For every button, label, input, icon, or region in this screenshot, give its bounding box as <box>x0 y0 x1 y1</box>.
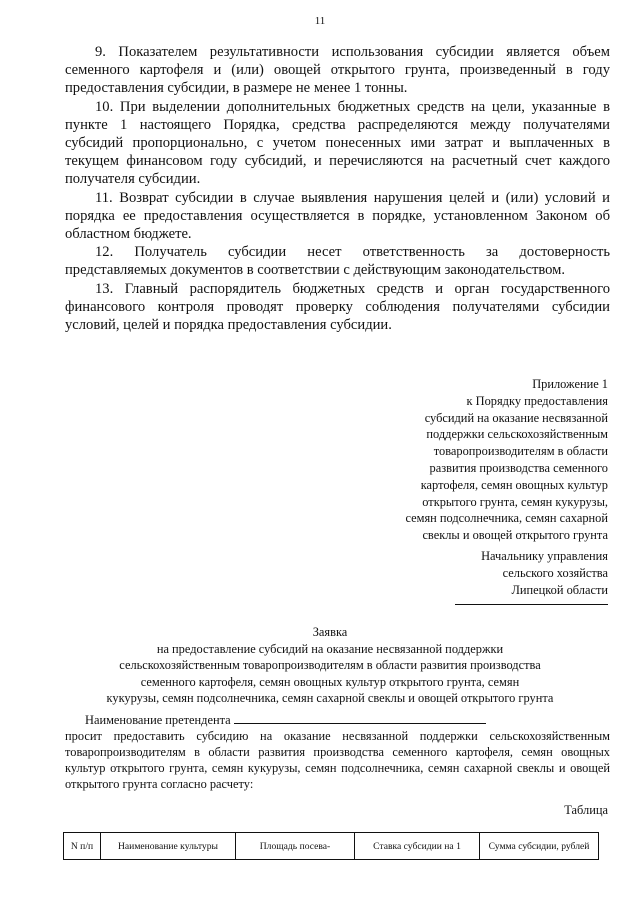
appendix-heading <box>348 376 608 544</box>
paragraph-9: 9. Показателем результативности использования субсидии является объем семенного картофеля и (или) овощей открытого грунта, произведенный в году предоставления субсидии, в размере не менее 1 тонны. <box>65 44 610 97</box>
appendix-line: поддержки сельскохозяйственным <box>426 427 608 442</box>
applicant-name-field[interactable] <box>234 712 486 724</box>
application-subtitle-line: семенного картофеля, семян овощных культур открытого грунта, семян <box>140 674 520 689</box>
appendix-line: товаропроизводителям в области <box>433 444 608 459</box>
paragraph-10: 10. При выделении дополнительных бюджетных средств на цели, указанные в пункте 1 настоящего Порядка, средства распределяются между получателями субсидий пропорционально, с учетом понесенных ими затрат и выплаченных в текущем финансовом году субсидий, и перечисляются на расчетный счет каждого получателя субсидии. <box>65 98 610 188</box>
table-header-cell: N п/п <box>64 833 101 860</box>
appendix-line: Приложение 1 <box>532 377 608 391</box>
order-paragraphs <box>65 43 610 334</box>
recipient-block <box>408 548 608 598</box>
page-number: 11 <box>314 15 326 27</box>
recipient-line: Липецкой области <box>511 582 608 597</box>
application-title: Заявка <box>312 625 348 639</box>
recipient-line: Начальнику управления <box>481 549 608 563</box>
applicant-name-row <box>65 712 610 728</box>
request-text: просит предоставить субсидию на оказание несвязанной поддержки сельскохозяйственным товаропроизводителям в области развития производства семенного картофеля, семян овощных культур открытого грунта, семян кукурузы, семян подсолнечника, семян сахарной свеклы и овощей открытого грунта согласно расчету: <box>65 729 610 791</box>
table-header-cell: Сумма субсидии, рублей <box>480 833 599 860</box>
application-form <box>65 712 610 792</box>
application-subtitle-line: кукурузы, семян подсолнечника, семян сахарной свеклы и овощей открытого грунта <box>106 691 554 705</box>
table-caption: Таблица <box>564 803 608 817</box>
recipient-line: сельского хозяйства <box>502 565 608 580</box>
applicant-signature-line <box>455 604 608 605</box>
table-header-cell: Наименование культуры <box>101 833 236 860</box>
appendix-line: к Порядку предоставления <box>466 393 608 408</box>
appendix-line: картофеля, семян овощных культур <box>420 477 608 492</box>
appendix-line: развития производства семенного <box>429 460 608 475</box>
application-subtitle-line: на предоставление субсидий на оказание несвязанной поддержки <box>156 641 504 656</box>
paragraph-13: 13. Главный распорядитель бюджетных средств и орган государственного финансового контроля проводят проверку соблюдения получателями субсидии условий, целей и порядка предоставления субсидии. <box>65 280 610 334</box>
paragraph-12: 12. Получатель субсидии несет ответственность за достоверность представляемых документов в соответствии с действующим законодательством. <box>65 244 610 279</box>
appendix-line: субсидий на оказание несвязанной <box>424 410 608 425</box>
applicant-name-label: Наименование претендента <box>85 713 231 727</box>
application-subtitle-line: сельскохозяйственным товаропроизводителям в области развития производства <box>119 658 541 672</box>
subsidy-table <box>63 832 599 860</box>
table-header-cell: Ставка субсидии на 1 <box>355 833 480 860</box>
application-title-block <box>40 624 620 707</box>
appendix-line: свеклы и овощей открытого грунта <box>422 528 608 543</box>
appendix-line: открытого грунта, семян кукурузы, <box>422 494 608 509</box>
table-header-row <box>64 833 599 860</box>
table-header-cell: Площадь посева- <box>236 833 355 860</box>
appendix-line: семян подсолнечника, семян сахарной <box>405 511 608 526</box>
paragraph-11: 11. Возврат субсидии в случае выявления нарушения целей и (или) условий и порядка ее предоставления осуществляется в порядке, установленном Законом об областном бюджете. <box>65 189 610 243</box>
